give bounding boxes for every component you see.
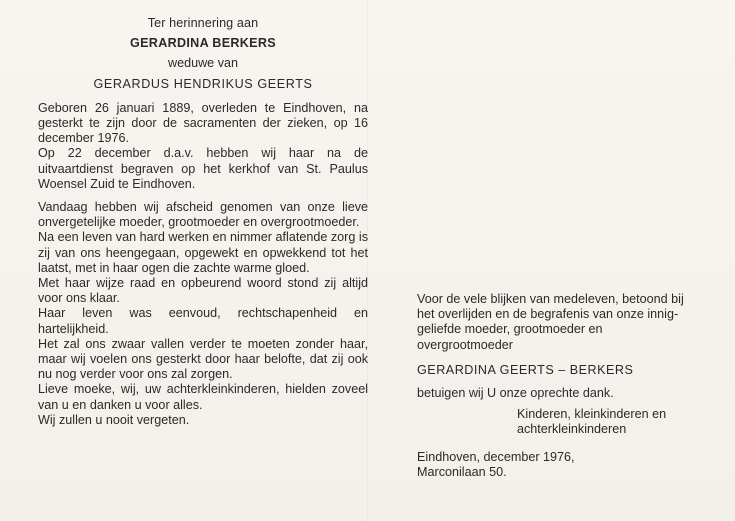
paragraph-advice: Met haar wijze raad en opbeurend woord stond zij altijd voor ons klaar. (38, 276, 368, 306)
header-widow-of: weduwe van (167, 56, 238, 71)
memorial-text-panel (38, 16, 368, 428)
paragraph-promise: Het zal ons zwaar vallen verder te moeten zonder haar, maar wij voelen ons gesterkt door haar belofte, dat zij ook nu nog verder voor ons zal zorgen. (38, 336, 368, 382)
paragraph-burial: Op 22 december d.a.v. hebben wij haar na de uitvaartdienst begraven op het kerkhof van St. Paulus Woensel Zuid te Eindhoven. (38, 146, 368, 191)
thanks-signers: Kinderen, kleinkinderen en achterkleinkinderen (517, 407, 667, 437)
address: Marconilaan 50. (417, 464, 507, 479)
paragraph-simplicity: Haar leven was eenvoud, rechtschapenheid en hartelijkheid. (38, 306, 368, 336)
thanks-statement: betuigen wij U onze oprechte dank. (417, 386, 614, 401)
header-in-memory: Ter herinnering aan (147, 16, 259, 30)
paragraph-never-forget: Wij zullen u nooit vergeten. (38, 412, 190, 427)
paragraph-great-grandchildren: Lieve moeke, wij, uw achterkleinkinderen, hielden zoveel van u en danken u voor alles. (38, 382, 368, 412)
thanks-panel (417, 292, 699, 480)
spouse-name: GERARDUS HENDRIKUS GEERTS (93, 76, 313, 91)
paragraph-farewell: Vandaag hebben wij afscheid genomen van onze lieve onvergetelijke moeder, grootmoeder en overgrootmoeder. (38, 200, 368, 230)
thanks-name: GERARDINA GEERTS – BERKERS (417, 362, 634, 377)
place-date: Eindhoven, december 1976, (417, 449, 575, 464)
paragraph-life: Na een leven van hard werken en nimmer aflatende zorg is zij van ons heengegaan, opgewekt en opwekkend tot het laatst, met in haar ogen die zachte warme gloed. (38, 230, 368, 275)
thanks-intro: Voor de vele blijken van medeleven, betoond bij het overlijden en de begrafenis van onze innig-geliefde moeder, grootmoeder en overgrootmoeder (417, 292, 684, 352)
deceased-name: GERARDINA BERKERS (130, 36, 276, 51)
paragraph-birth-death: Geboren 26 januari 1889, overleden te Eindhoven, na gesterkt te zijn door de sacramenten der zieken, op 16 december 1976. (38, 100, 368, 146)
